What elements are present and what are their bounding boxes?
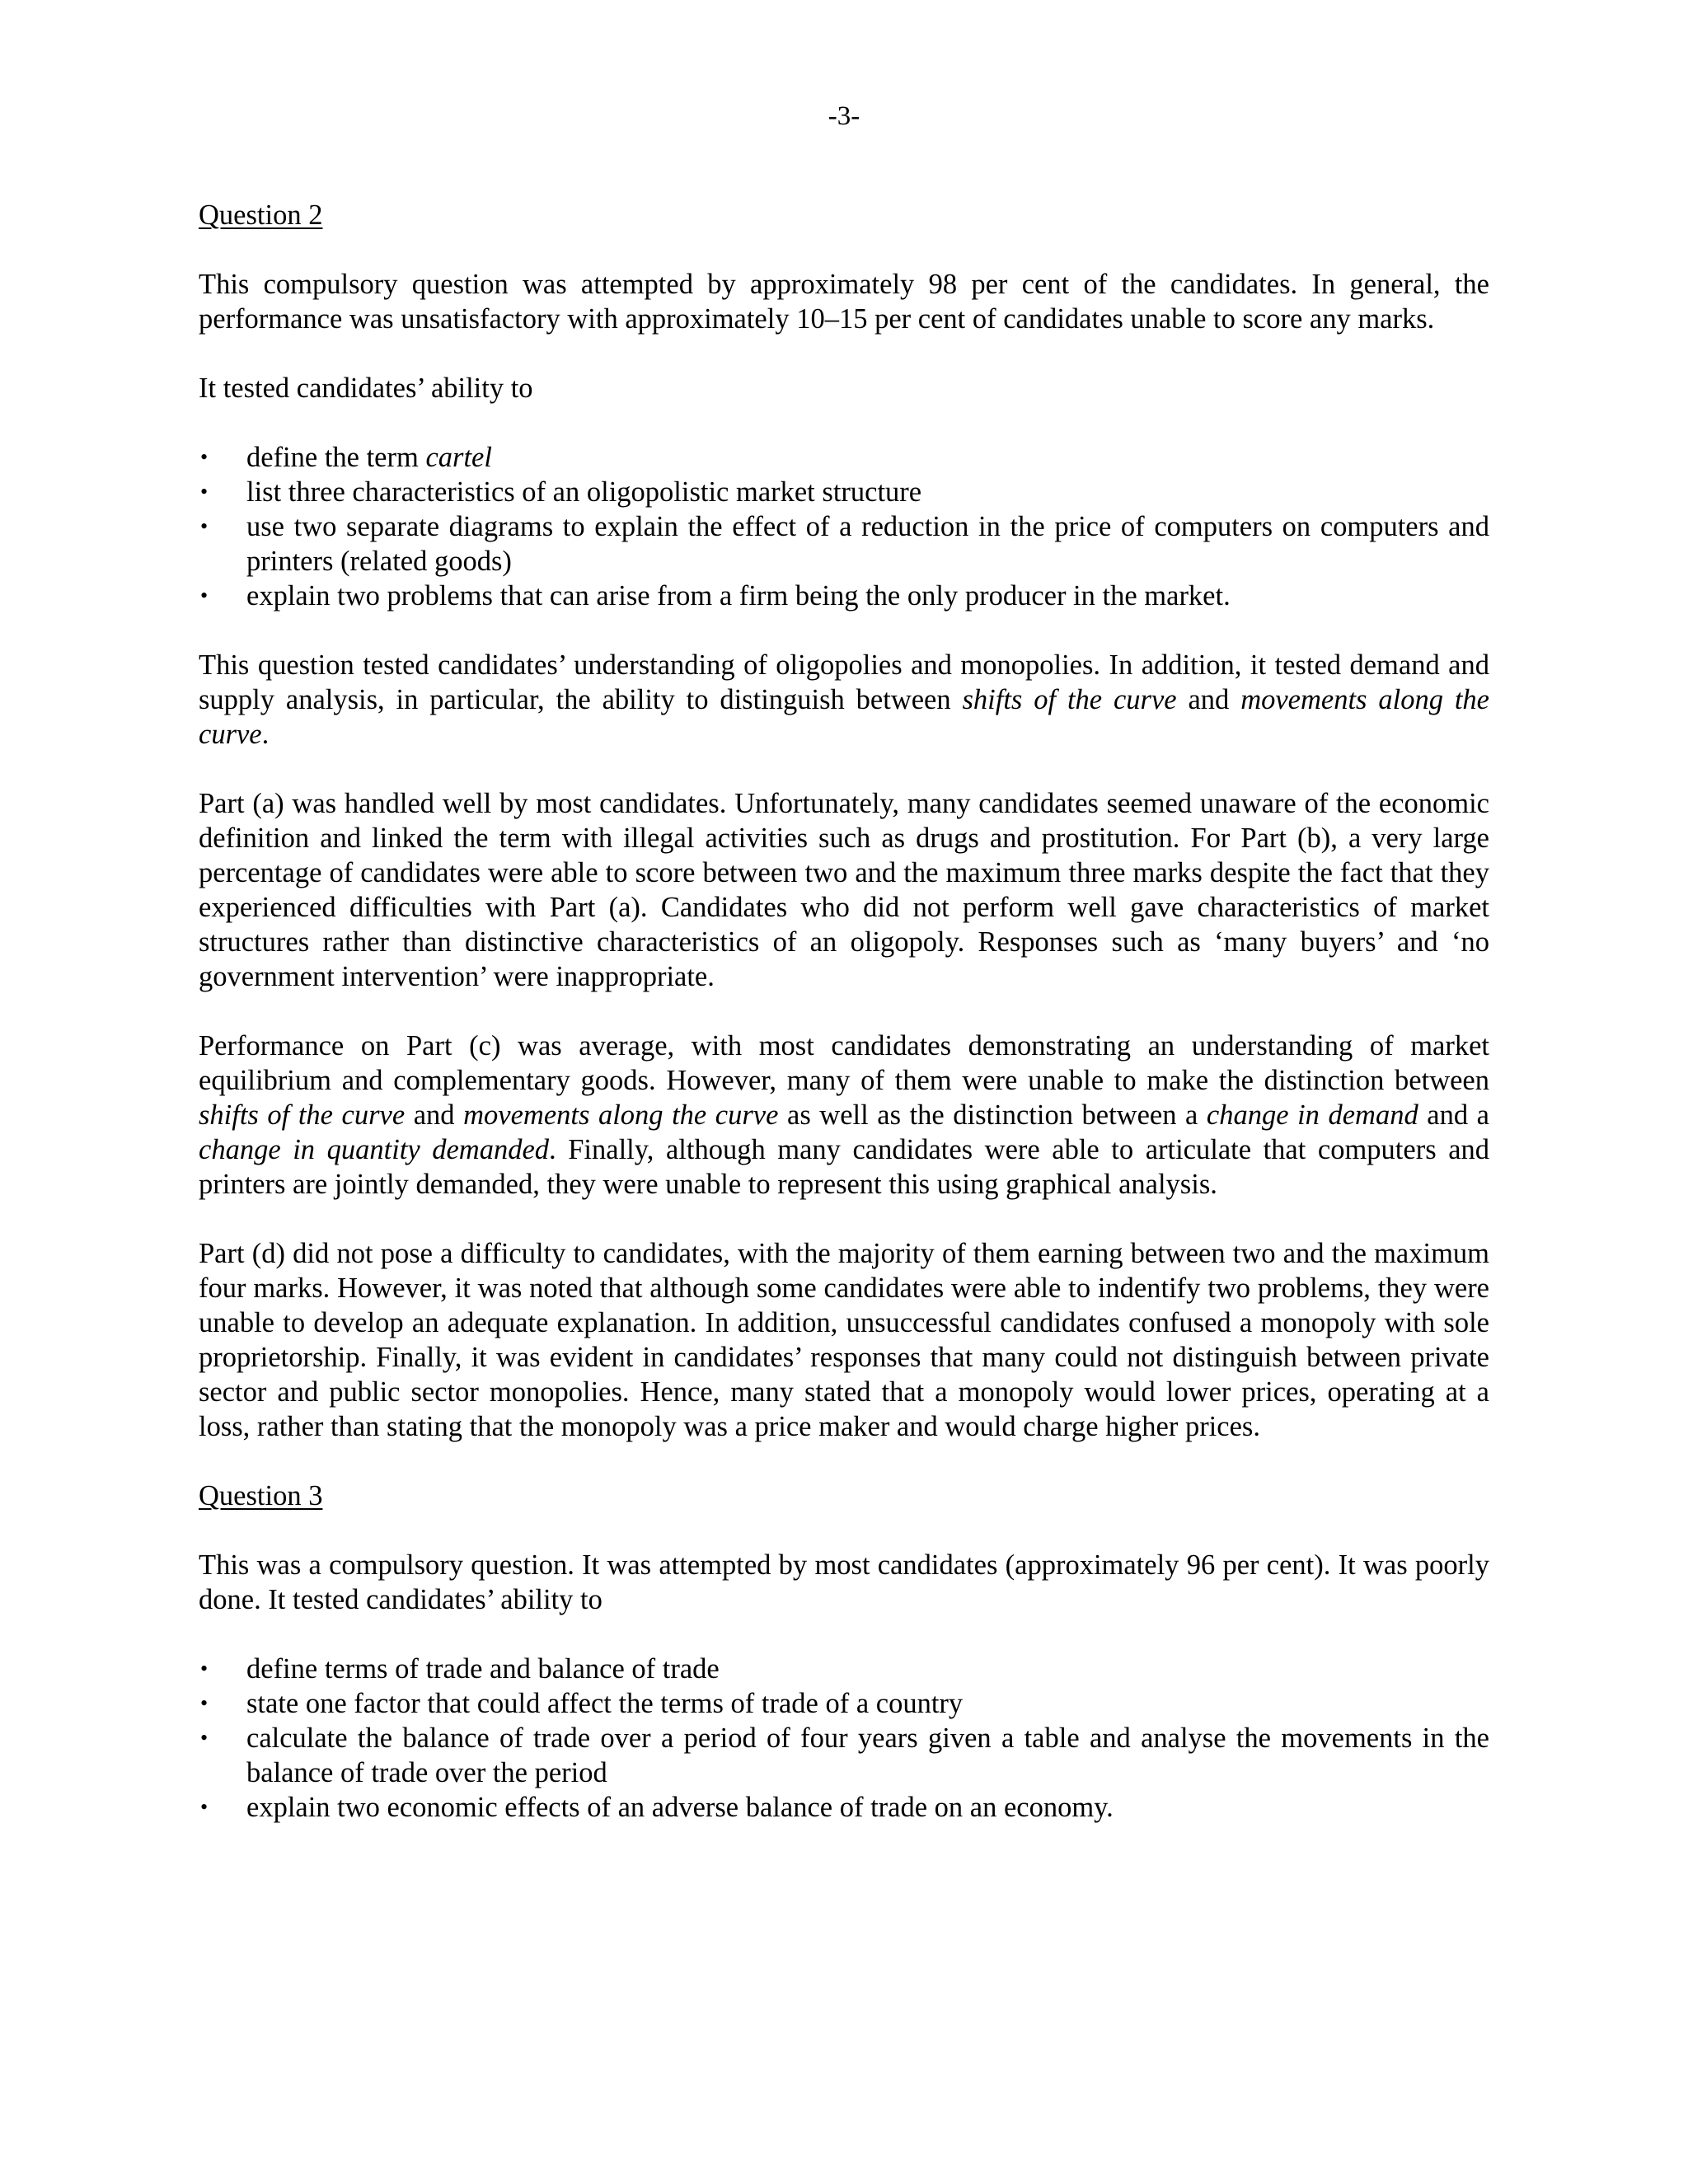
bullet-text: use two separate diagrams to explain the effect of a reduction in the price of computers on computers and printers (related goods) [246, 511, 1489, 577]
question-2-bullet-list [199, 440, 1489, 613]
italic-run: change in demand [1206, 1099, 1418, 1131]
bullet-icon: • [200, 1726, 209, 1750]
bullet-icon: • [200, 445, 209, 469]
question-2-heading: Question 2 [199, 199, 323, 231]
question-3-bullet-list [199, 1652, 1489, 1825]
question-2-understanding-paragraph [199, 648, 1489, 752]
text-run: Performance on Part (c) was average, with most candidates demonstrating an understanding of market equilibrium and complementary goods. However, many of them were unable to make the distinction between [199, 1030, 1489, 1096]
text-run: and a [1418, 1099, 1489, 1131]
bullet-icon: • [200, 1691, 209, 1715]
bullet-icon: • [200, 514, 209, 538]
list-item [199, 509, 1489, 579]
page-number: -3- [828, 101, 860, 131]
question-3-heading: Question 3 [199, 1480, 323, 1511]
question-2-part-d-paragraph: Part (d) did not pose a difficulty to candidates, with the majority of them earning between two and the maximum four marks. However, it was noted that although some candidates were able to indentify two problems, they were unable to develop an adequate explanation. In addition, unsuccessful candidates confused a monopoly with sole proprietorship. Finally, it was evident in candidates’ responses that many could not distinguish between private sector and public sector monopolies. Hence, many stated that a monopoly would lower prices, operating at a loss, rather than stating that the monopoly was a price maker and would charge higher prices. [199, 1238, 1489, 1442]
bullet-term-italic: cartel [425, 442, 492, 473]
bullet-icon: • [200, 1657, 209, 1680]
bullet-text: list three characteristics of an oligopolistic market structure [246, 476, 922, 508]
bullet-text: explain two problems that can arise from a firm being the only producer in the market. [246, 580, 1231, 612]
bullet-text: calculate the balance of trade over a period of four years given a table and analyse the movements in the balance of trade over the period [246, 1722, 1489, 1788]
list-item [199, 475, 1489, 509]
question-2-part-a-paragraph: Part (a) was handled well by most candidates. Unfortunately, many candidates seemed unaware of the economic definition and linked the term with illegal activities such as drugs and prostitution. For Part (b), a very large percentage of candidates were able to score between two and the maximum three marks despite the fact that they experienced difficulties with Part (a). Candidates who did not perform well gave characteristics of market structures rather than distinctive characteristics of an oligopoly. Responses such as ‘many buyers’ and ‘no government intervention’ were inappropriate. [199, 788, 1489, 992]
italic-run: movements along the curve [463, 1099, 779, 1131]
bullet-text: define the term [246, 442, 426, 473]
bullet-icon: • [200, 1795, 209, 1819]
italic-run: shifts of the curve [199, 1099, 406, 1131]
bullet-text: state one factor that could affect the terms of trade of a country [246, 1688, 964, 1719]
list-item [199, 1790, 1489, 1825]
bullet-icon: • [200, 583, 209, 607]
list-item [199, 579, 1489, 613]
list-item [199, 1652, 1489, 1686]
question-2-part-c-paragraph [199, 1029, 1489, 1202]
list-item [199, 1686, 1489, 1721]
list-item [199, 1721, 1489, 1790]
bullet-text: explain two economic effects of an adverse balance of trade on an economy. [246, 1792, 1114, 1823]
document-body [199, 198, 1489, 1859]
question-3-intro: This was a compulsory question. It was attempted by most candidates (approximately 96 per cent). It was poorly done. It tested candidates’ ability to [199, 1549, 1489, 1615]
text-run: . [261, 719, 270, 750]
question-2-intro: This compulsory question was attempted by approximately 98 per cent of the candidates. In general, the performance was unsatisfactory with approximately 10–15 per cent of candidates unable to score any marks. [199, 269, 1489, 335]
italic-run: movements along the curve [199, 684, 1489, 750]
question-2-ability-lead: It tested candidates’ ability to [199, 373, 533, 404]
bullet-icon: • [200, 480, 209, 504]
text-run: and [405, 1099, 464, 1131]
bullet-text: define terms of trade and balance of trade [246, 1653, 720, 1685]
italic-run: change in quantity demanded [199, 1134, 550, 1165]
text-run: as well as the distinction between a [778, 1099, 1207, 1131]
text-run: and [1176, 684, 1241, 715]
italic-run: shifts of the curve [962, 684, 1177, 715]
text-run: This question tested candidates’ understanding of oligopolies and monopolies. In addition, it tested demand and supply analysis, in particular, the ability to distinguish between [199, 649, 1489, 715]
text-run: . Finally, although many candidates were able to articulate that computers and printers are jointly demanded, they were unable to represent this using graphical analysis. [199, 1134, 1490, 1200]
list-item [199, 440, 1489, 475]
